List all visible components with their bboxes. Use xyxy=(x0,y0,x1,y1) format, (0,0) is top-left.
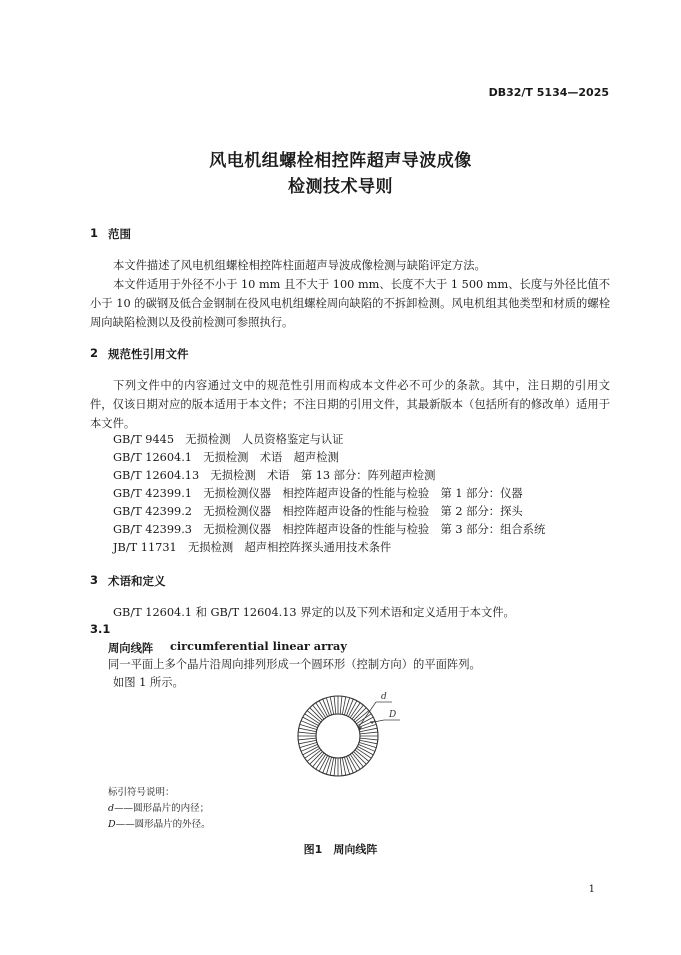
array-element-divider xyxy=(334,696,336,714)
D-label: D xyxy=(389,710,397,720)
paragraph: 本文件适用于外径不小于 10 mm 且不大于 100 mm、长度不大于 1 500 mm、长度与外径比值不小于 10 的碳钢及低合金钢制在役风电机组螺栓周向缺陷的不拆卸检测。风电机组其他类型和材质的螺栓周向缺陷检测以及役前检测可参照执行。 xyxy=(90,278,610,329)
legend-text: ——圆形晶片的内径； xyxy=(114,803,210,814)
term-name-en: circumferential linear array xyxy=(170,639,347,653)
reference-item: GB/T 12604.13 无损检测 术语 第 13 部分：阵列超声检测 xyxy=(113,469,436,482)
reference-item: GB/T 9445 无损检测 人员资格鉴定与认证 xyxy=(113,433,344,446)
term-definition: 同一平面上多个晶片沿周向排列形成一个圆环形（控制方向）的平面阵列。 xyxy=(108,658,481,671)
array-element-divider xyxy=(360,738,378,740)
array-element-divider xyxy=(298,738,316,740)
array-element-divider xyxy=(340,696,342,714)
paragraph: 下列文件中的内容通过文中的规范性引用而构成本文件必不可少的条款。其中，注日期的引用文件，仅该日期对应的版本适用于本文件；不注日期的引用文件，其最新版本（包括所有的修改单）适用于本文件。 xyxy=(90,379,610,430)
array-element-divider xyxy=(298,732,316,734)
array-element-divider xyxy=(360,732,378,734)
document-title-line2: 检测技术导则 xyxy=(288,177,393,197)
circumferential-array-figure xyxy=(280,690,420,780)
section-number: 2 xyxy=(90,346,99,360)
inner-circle xyxy=(316,714,360,758)
page-number: 1 xyxy=(588,884,595,895)
reference-item: GB/T 12604.1 无损检测 术语 超声检测 xyxy=(113,451,339,464)
legend-symbol: D xyxy=(108,819,116,830)
term-name-cn: 周向线阵 xyxy=(108,642,154,655)
reference-item: GB/T 42399.1 无损检测仪器 相控阵超声设备的性能与检验 第 1 部分：仪器 xyxy=(113,487,523,500)
array-element-divider xyxy=(340,758,342,776)
reference-item: GB/T 42399.3 无损检测仪器 相控阵超声设备的性能与检验 第 3 部分：组合系统 xyxy=(113,523,546,536)
figure-caption: 图1 周向线阵 xyxy=(303,843,378,856)
legend-item-d xyxy=(108,800,209,814)
section-number: 3 xyxy=(90,573,99,587)
reference-item: GB/T 42399.2 无损检测仪器 相控阵超声设备的性能与检验 第 2 部分：探头 xyxy=(113,505,523,518)
standard-code: DB32/T 5134—2025 xyxy=(488,86,609,99)
document-title-line1: 风电机组螺栓相控阵超声导波成像 xyxy=(209,151,472,171)
legend-item-D xyxy=(108,816,211,830)
d-label: d xyxy=(381,692,387,702)
paragraph: 本文件描述了风电机组螺栓相控阵柱面超声导波成像检测与缺陷评定方法。 xyxy=(113,259,486,272)
reference-item: JB/T 11731 无损检测 超声相控阵探头通用技术条件 xyxy=(113,541,392,554)
array-element-divider xyxy=(334,758,336,776)
legend-symbol: d xyxy=(108,803,115,814)
figure-reference: 如图 1 所示。 xyxy=(113,676,184,689)
section-title: 术语和定义 xyxy=(108,574,166,588)
section-title: 范围 xyxy=(108,227,131,241)
legend-text: ——圆形晶片的外径。 xyxy=(115,819,211,830)
paragraph: GB/T 12604.1 和 GB/T 12604.13 界定的以及下列术语和定义适用于本文件。 xyxy=(113,606,515,619)
legend-title: 标引符号说明： xyxy=(108,787,175,798)
term-number: 3.1 xyxy=(90,622,111,636)
section-title: 规范性引用文件 xyxy=(108,347,189,361)
section-number: 1 xyxy=(90,226,99,240)
